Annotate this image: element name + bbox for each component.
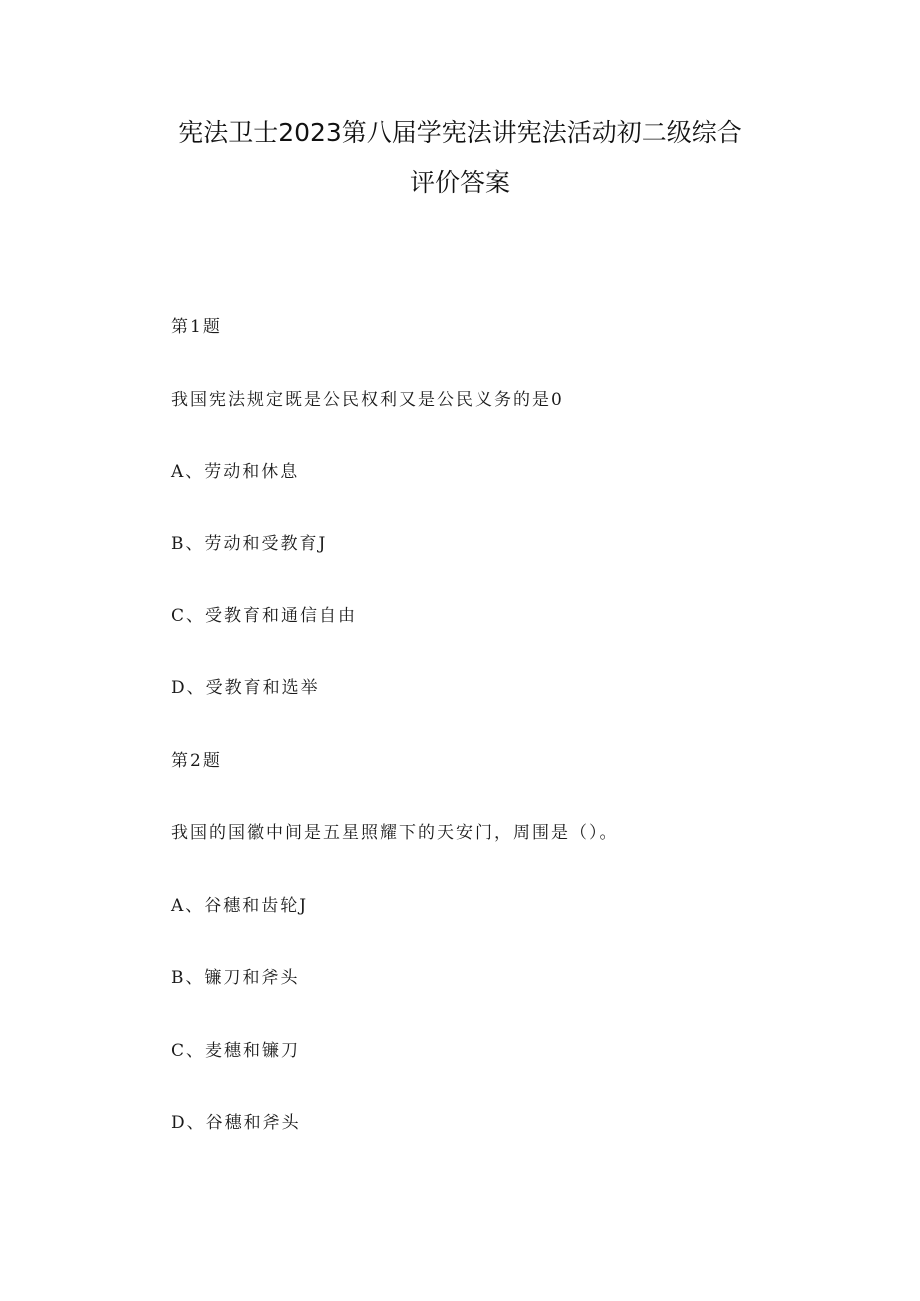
document-title-line-1: 宪法卫士2023第八届学宪法讲宪法活动初二级综合 <box>178 118 742 147</box>
question-1-option-c: C、受教育和通信自由 <box>171 606 358 626</box>
question-2-option-c: C、麦穗和镰刀 <box>171 1041 301 1061</box>
question-2-stem: 我国的国徽中间是五星照耀下的天安门，周围是（）。 <box>171 823 619 843</box>
question-2-option-d: D、谷穗和斧头 <box>171 1113 301 1133</box>
document-title-line-2: 评价答案 <box>409 168 510 197</box>
question-2-option-b: B、镰刀和斧头 <box>171 968 300 988</box>
question-1-number: 第1题 <box>171 317 222 337</box>
question-1-option-b: B、劳动和受教育J <box>171 534 328 554</box>
question-1-stem: 我国宪法规定既是公民权利又是公民义务的是0 <box>171 390 564 410</box>
question-2-option-a: A、谷穗和齿轮J <box>171 896 309 916</box>
question-1-option-d: D、受教育和选举 <box>171 678 320 698</box>
question-1-option-a: A、劳动和休息 <box>171 462 300 482</box>
question-2-number: 第2题 <box>171 751 222 771</box>
